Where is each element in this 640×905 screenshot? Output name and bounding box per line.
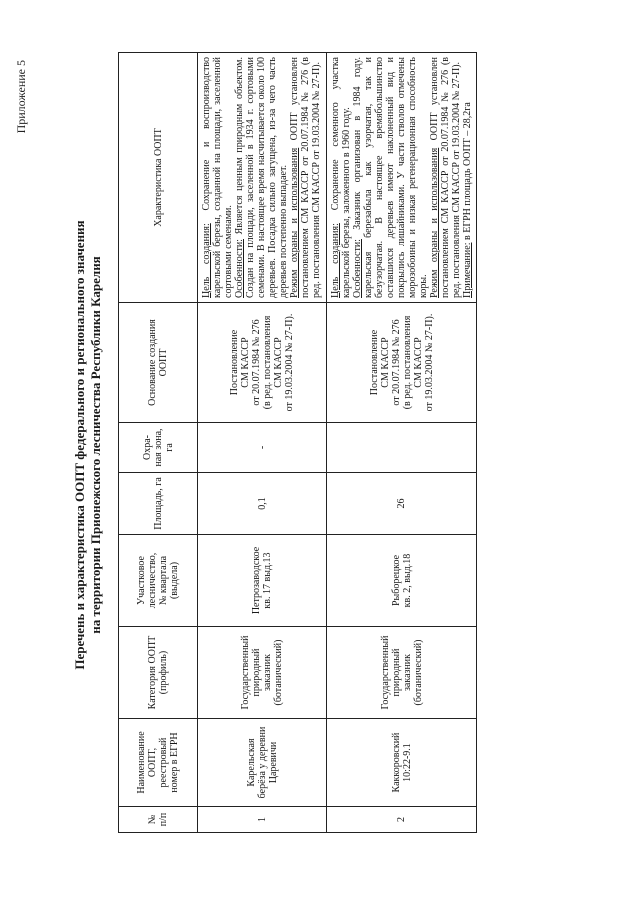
protected-areas-table: [118, 52, 477, 833]
goal-text: Сохранение семенного участка карельской березы, заложенного в 1960 году.: [330, 57, 352, 298]
appendix-label: Приложение 5: [14, 60, 28, 134]
header-characteristic: Характеристика ООПТ: [119, 53, 198, 303]
note-label: Примечание:: [462, 242, 473, 298]
cell-forestry: Петрозаводское кв. 17 выд.13: [198, 535, 327, 627]
title-line-2: на территории Прионежского лесничества Республики Карелия: [88, 256, 103, 634]
table-header-row: [119, 53, 198, 833]
cell-name: Карельская берёза у деревни Царевичи: [198, 719, 327, 807]
document-title: [72, 55, 104, 835]
cell-characteristic: [327, 53, 477, 303]
cell-characteristic: [198, 53, 327, 303]
cell-name: Каккоровский 10:22-9.1: [327, 719, 477, 807]
features-text: Заказник организован в 1984 году. карельская березабыла как узорчатая, так и безузорчатая. В настоящее времябольшинство оставшихся деревьев имеют наклоненный вид и покрылись лишайниками. У части стволов отмечены морозобоины и низкая регенерационная способность коры.: [352, 57, 429, 298]
header-area: Площадь, га: [119, 473, 198, 535]
cell-category: Государственный природный заказник (ботанический): [198, 627, 327, 719]
header-number: № п/п: [119, 807, 198, 833]
header-buffer-zone: Охра- ная зона, га: [119, 423, 198, 473]
table-row: [327, 53, 477, 833]
table-row: [198, 53, 327, 833]
cell-forestry: Рыборецкое кв. 2, выд.18: [327, 535, 477, 627]
title-line-1: Перечень и характеристика ООПТ федерального и регионального значения: [72, 220, 87, 670]
regime-text: ООПТ установлен постановлением СМ КАССР от 20.07.1984 № 276 (в ред. постановления СМ КАССР от 19.03.2004 № 27-П).: [289, 57, 322, 298]
cell-number: 1: [198, 807, 327, 833]
features-label: Особенности:: [234, 239, 245, 298]
features-label: Особенности:: [352, 239, 363, 298]
cell-buffer-zone: -: [198, 423, 327, 473]
header-category: Категория ООПТ (профиль): [119, 627, 198, 719]
cell-basis: Постановление СМ КАССР от 20.07.1984 № 276 (в ред. постановления СМ КАССР от 19.03.2004 № 27-П).: [327, 303, 477, 423]
cell-area: 0,1: [198, 473, 327, 535]
goal-label: Цель создания:: [201, 223, 212, 298]
regime-label: Режим охраны и использования: [289, 147, 300, 298]
features-text: Является ценным природным объектом. Создан на площади, заселенной в 1934 г. сортовыми семенами. В настоящее время насчитывается около 100 деревьев. Посадка сильно загущена, из-за чего часть деревьев постепенно выпадает.: [234, 57, 289, 298]
goal-label: Цель создания:: [330, 223, 341, 298]
header-forestry: Участковое лесничество, № квартала (выдела): [119, 535, 198, 627]
regime-label: Режим охраны и использования: [429, 147, 440, 298]
regime-text: ООПТ установлен постановлением СМ КАССР от 20.07.1984 № 276 (в ред. постановления СМ КАССР от 19.03.2004 № 27-П).: [429, 57, 462, 298]
cell-buffer-zone: [327, 423, 477, 473]
header-basis: Основание создания ООПТ: [119, 303, 198, 423]
note-text: в ЕГРН площадь ООПТ – 28,2га: [462, 102, 473, 243]
cell-area: 26: [327, 473, 477, 535]
cell-number: 2: [327, 807, 477, 833]
goal-text: Сохранение и воспроизводство карельской березы, созданной на площади, заселенной сортовыми семенами.: [201, 57, 234, 298]
header-name: Наименование ООПТ, реестровый номер в ЕГРН: [119, 719, 198, 807]
cell-basis: Постановление СМ КАССР от 20.07.1984 № 276 (в ред. постановления СМ КАССР от 19.03.2004 № 27-П).: [198, 303, 327, 423]
cell-category: Государственный природный заказник (ботанический): [327, 627, 477, 719]
